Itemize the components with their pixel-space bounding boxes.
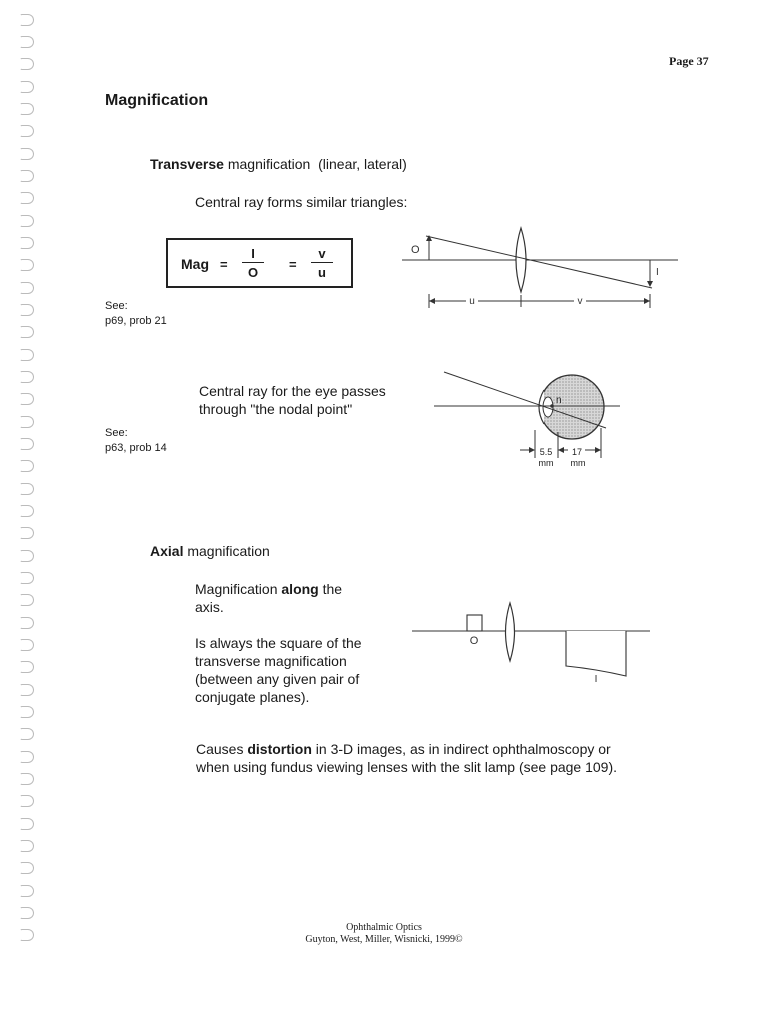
- square-line-2: transverse magnification: [195, 653, 347, 669]
- nodal-line-1: Central ray for the eye passes: [199, 383, 386, 399]
- formula-fraction-v-u: [311, 246, 333, 280]
- distortion-text: [196, 740, 617, 776]
- axial-heading-rest: magnification: [183, 543, 270, 559]
- formula-equals-2: =: [289, 257, 297, 272]
- see-ref-2: p63, prob 14: [105, 442, 167, 454]
- axial-heading: [150, 543, 270, 559]
- page-number: Page 37: [669, 54, 709, 68]
- transverse-heading: [150, 156, 407, 172]
- see-label-1: See:: [105, 300, 128, 312]
- page-title: Magnification: [105, 92, 209, 109]
- distortion-post: in 3-D images, as in indirect ophthalmoscopy or: [311, 741, 611, 757]
- formula-denominator-object: O: [247, 265, 259, 280]
- distortion-pre: Causes: [196, 741, 248, 757]
- footer-line-1: Ophthalmic Optics: [346, 922, 422, 933]
- square-line-1: Is always the square of the: [195, 635, 362, 651]
- magnification-formula: [166, 238, 353, 288]
- square-of-transverse-text: [195, 634, 362, 706]
- along-pre: Magnification: [195, 581, 282, 597]
- lens-u-label: u: [469, 296, 475, 307]
- see-ref-1: p69, prob 21: [105, 315, 167, 327]
- square-line-4: conjugate planes).: [195, 689, 310, 705]
- lens-image-label: I: [656, 267, 659, 278]
- see-reference-1: [105, 299, 167, 329]
- lens-object-label: O: [411, 244, 420, 256]
- similar-triangles-text: Central ray forms similar triangles:: [195, 194, 408, 210]
- transverse-heading-bold: Transverse: [150, 156, 224, 172]
- square-line-3: (between any given pair of: [195, 671, 360, 687]
- lens-v-label: v: [577, 296, 583, 307]
- footer: [0, 922, 768, 946]
- axial-image-label: I: [594, 674, 598, 685]
- distortion-line-2: when using fundus viewing lenses with the slit lamp (see page 109).: [196, 759, 618, 775]
- formula-denominator-u: u: [318, 265, 326, 280]
- lens-similar-triangles-diagram: [398, 222, 684, 314]
- formula-fraction-image-object: [242, 246, 264, 280]
- eye-nodal-point-diagram: [430, 366, 630, 476]
- transverse-heading-rest: magnification (linear, lateral): [223, 156, 407, 172]
- binding-holes: [20, 14, 40, 1004]
- nodal-label: n: [556, 395, 562, 406]
- axial-lens-icon: [506, 603, 515, 661]
- axial-magnification-diagram: [410, 598, 655, 690]
- distance-5-5-unit: mm: [538, 458, 554, 468]
- axial-image-shape-icon: [566, 631, 626, 676]
- distance-5-5: 5.5: [539, 447, 553, 457]
- along-line-2: axis.: [195, 599, 224, 615]
- see-reference-2: [105, 426, 167, 456]
- along-post: the: [318, 581, 343, 597]
- image-arrow-icon: [647, 281, 653, 287]
- formula-numerator-image: I: [251, 246, 255, 261]
- distance-17-unit: mm: [570, 458, 586, 468]
- formula-equals-1: =: [220, 257, 228, 272]
- footer-line-2: Guyton, West, Miller, Wisnicki, 1999©: [305, 934, 463, 945]
- distance-17: 17: [571, 447, 583, 457]
- distortion-bold: distortion: [247, 741, 312, 757]
- formula-mag-label: Mag: [181, 256, 209, 272]
- along-bold: along: [281, 581, 319, 597]
- axial-object-square-icon: [467, 615, 482, 631]
- see-label-2: See:: [105, 427, 128, 439]
- along-axis-text: [195, 580, 342, 616]
- axial-object-label: O: [469, 635, 479, 647]
- formula-numerator-v: v: [318, 246, 326, 261]
- axial-heading-bold: Axial: [150, 543, 184, 559]
- nodal-point-text: [199, 382, 386, 418]
- converging-lens-icon: [516, 228, 526, 292]
- nodal-line-2: through "the nodal point": [199, 401, 353, 417]
